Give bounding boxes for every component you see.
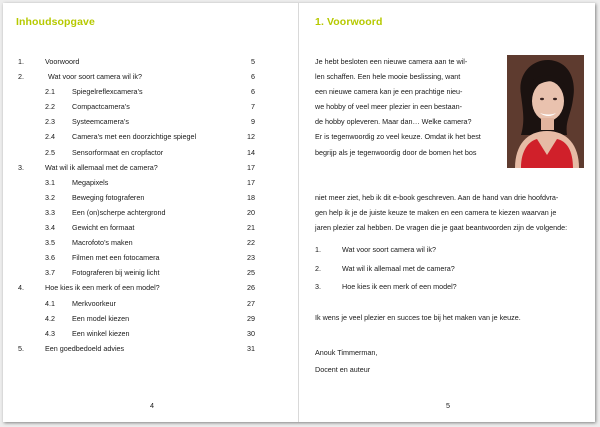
intro-text-top (315, 54, 510, 160)
toc-entry[interactable] (18, 145, 276, 160)
toc-entry[interactable] (18, 190, 276, 205)
portrait-illustration (507, 55, 584, 168)
right-page (299, 3, 595, 422)
toc-number: 3.5 (45, 238, 55, 248)
toc-number: 4.3 (45, 328, 55, 338)
toc-page-number: 18 (247, 192, 255, 202)
page-number-right: 5 (446, 401, 450, 410)
toc-heading: Inhoudsopgave (16, 16, 95, 28)
toc-title: Camera’s met een doorzichtige spiegel (72, 132, 197, 142)
intro-line: de hobby opleveren. Maar dan… Welke camera? (315, 117, 472, 127)
author-name: Anouk Timmerman, (315, 348, 378, 357)
toc-number: 3.2 (45, 192, 55, 202)
intro-line: een nieuwe camera kan je een prachtige nieu- (315, 87, 463, 97)
question-text: Hoe kies ik een merk of een model? (342, 282, 457, 291)
list-item (315, 260, 585, 279)
toc-page-number: 5 (251, 57, 255, 66)
toc-title: Hoe kies ik een merk of een model? (45, 283, 160, 293)
toc-number: 5. (18, 343, 24, 353)
intro-line: niet meer ziet, heb ik dit e-book geschreven. Aan de hand van drie hoofdvra- (315, 193, 559, 202)
toc-entry[interactable] (18, 160, 276, 175)
intro-line: gen help ik je de juiste keuze te maken en een camera te kiezen waarvan je (315, 208, 557, 218)
toc-number: 2.4 (45, 132, 55, 142)
toc-title: Beweging fotograferen (72, 192, 145, 202)
toc-title: Filmen met een fotocamera (72, 253, 160, 263)
toc-entry[interactable] (18, 114, 276, 129)
toc-entry[interactable] (18, 54, 276, 69)
intro-line: jaren plezier zal hebben. De vragen die je gaat beantwoorden zijn de volgende: (315, 223, 568, 233)
toc-number: 2.5 (45, 147, 55, 157)
toc-page-number: 25 (247, 268, 255, 278)
question-number: 3. (315, 282, 321, 291)
question-text: Wat voor soort camera wil ik? (342, 245, 436, 254)
toc-page-number: 27 (247, 298, 255, 308)
toc-entry[interactable] (18, 265, 276, 280)
toc-number: 3.3 (45, 207, 55, 217)
toc-number: 4.2 (45, 313, 55, 323)
toc-page-number: 29 (247, 313, 255, 323)
table-of-contents (18, 54, 276, 356)
toc-number: 2.3 (45, 117, 55, 127)
toc-entry[interactable] (18, 235, 276, 250)
toc-title: Merkvoorkeur (72, 298, 116, 308)
toc-page-number: 21 (247, 223, 255, 233)
closing-text: Ik wens je veel plezier en succes toe bij het maken van je keuze. (315, 313, 521, 322)
toc-entry[interactable] (18, 341, 276, 356)
toc-number: 3. (18, 162, 24, 172)
toc-entry[interactable] (18, 220, 276, 235)
signature (315, 344, 377, 378)
left-page (3, 3, 299, 422)
toc-page-number: 22 (247, 238, 255, 248)
book-spread (3, 3, 595, 422)
toc-title: Gewicht en formaat (72, 223, 135, 233)
toc-number: 1. (18, 57, 24, 66)
toc-title: Een (on)scherpe achtergrond (72, 207, 166, 217)
toc-entry[interactable] (18, 84, 276, 99)
toc-title: Systeemcamera’s (72, 117, 129, 127)
toc-number: 2.1 (45, 87, 55, 97)
question-number: 2. (315, 263, 321, 273)
toc-entry[interactable] (18, 129, 276, 144)
toc-page-number: 6 (251, 87, 255, 97)
intro-line: Je hebt besloten een nieuwe camera aan te wil- (315, 57, 468, 66)
toc-title: Macrofoto’s maken (72, 238, 133, 248)
intro-line: Er is tegenwoordig zo veel keuze. Omdat ik het best (315, 132, 481, 142)
toc-entry[interactable] (18, 69, 276, 84)
toc-entry[interactable] (18, 296, 276, 311)
toc-title: Wat voor soort camera wil ik? (48, 72, 142, 82)
toc-page-number: 26 (247, 283, 255, 293)
toc-number: 3.4 (45, 223, 55, 233)
toc-title: Voorwoord (45, 57, 80, 66)
page-number-left: 4 (150, 401, 154, 410)
question-list (315, 241, 585, 297)
toc-number: 3.1 (45, 177, 55, 187)
toc-title: Fotograferen bij weinig licht (72, 268, 160, 278)
author-role: Docent en auteur (315, 365, 371, 374)
toc-title: Sensorformaat en cropfactor (72, 147, 164, 157)
toc-page-number: 14 (247, 147, 255, 157)
toc-entry[interactable] (18, 311, 276, 326)
intro-line: len schaffen. Een hele mooie beslissing, want (315, 72, 461, 82)
toc-page-number: 20 (247, 207, 255, 217)
question-text: Wat wil ik allemaal met de camera? (342, 263, 455, 273)
list-item (315, 278, 585, 297)
toc-number: 2.2 (45, 102, 55, 112)
toc-title: Een winkel kiezen (72, 328, 130, 338)
toc-entry[interactable] (18, 326, 276, 341)
toc-page-number: 17 (247, 162, 255, 172)
toc-entry[interactable] (18, 280, 276, 295)
toc-title: Megapixels (72, 177, 109, 187)
toc-entry[interactable] (18, 250, 276, 265)
toc-page-number: 17 (247, 177, 255, 187)
toc-number: 3.6 (45, 253, 55, 263)
toc-page-number: 12 (247, 132, 255, 142)
toc-title: Een model kiezen (72, 313, 130, 323)
list-item (315, 241, 585, 260)
toc-title: Wat wil ik allemaal met de camera? (45, 162, 158, 172)
intro-line: we hobby of veel meer plezier in een bestaan- (315, 102, 463, 112)
toc-title: Compactcamera’s (72, 102, 130, 112)
toc-title: Een goedbedoeld advies (45, 343, 125, 353)
question-number: 1. (315, 245, 321, 254)
toc-entry[interactable] (18, 175, 276, 190)
toc-page-number: 7 (251, 102, 255, 112)
toc-page-number: 23 (247, 253, 255, 263)
toc-page-number: 9 (251, 117, 255, 127)
toc-page-number: 6 (251, 72, 255, 82)
toc-number: 2. (18, 72, 24, 82)
toc-entry[interactable] (18, 99, 276, 114)
toc-page-number: 31 (247, 343, 255, 353)
intro-line: begrijp als je tegenwoordig door de bomen het bos (315, 147, 477, 157)
toc-entry[interactable] (18, 205, 276, 220)
toc-title: Spiegelreflexcamera’s (72, 87, 143, 97)
foreword-heading: 1. Voorwoord (315, 16, 383, 28)
toc-number: 4.1 (45, 298, 55, 308)
toc-number: 3.7 (45, 268, 55, 278)
toc-page-number: 30 (247, 328, 255, 338)
toc-number: 4. (18, 283, 24, 293)
intro-text-bottom (315, 190, 591, 235)
author-photo (507, 55, 584, 168)
